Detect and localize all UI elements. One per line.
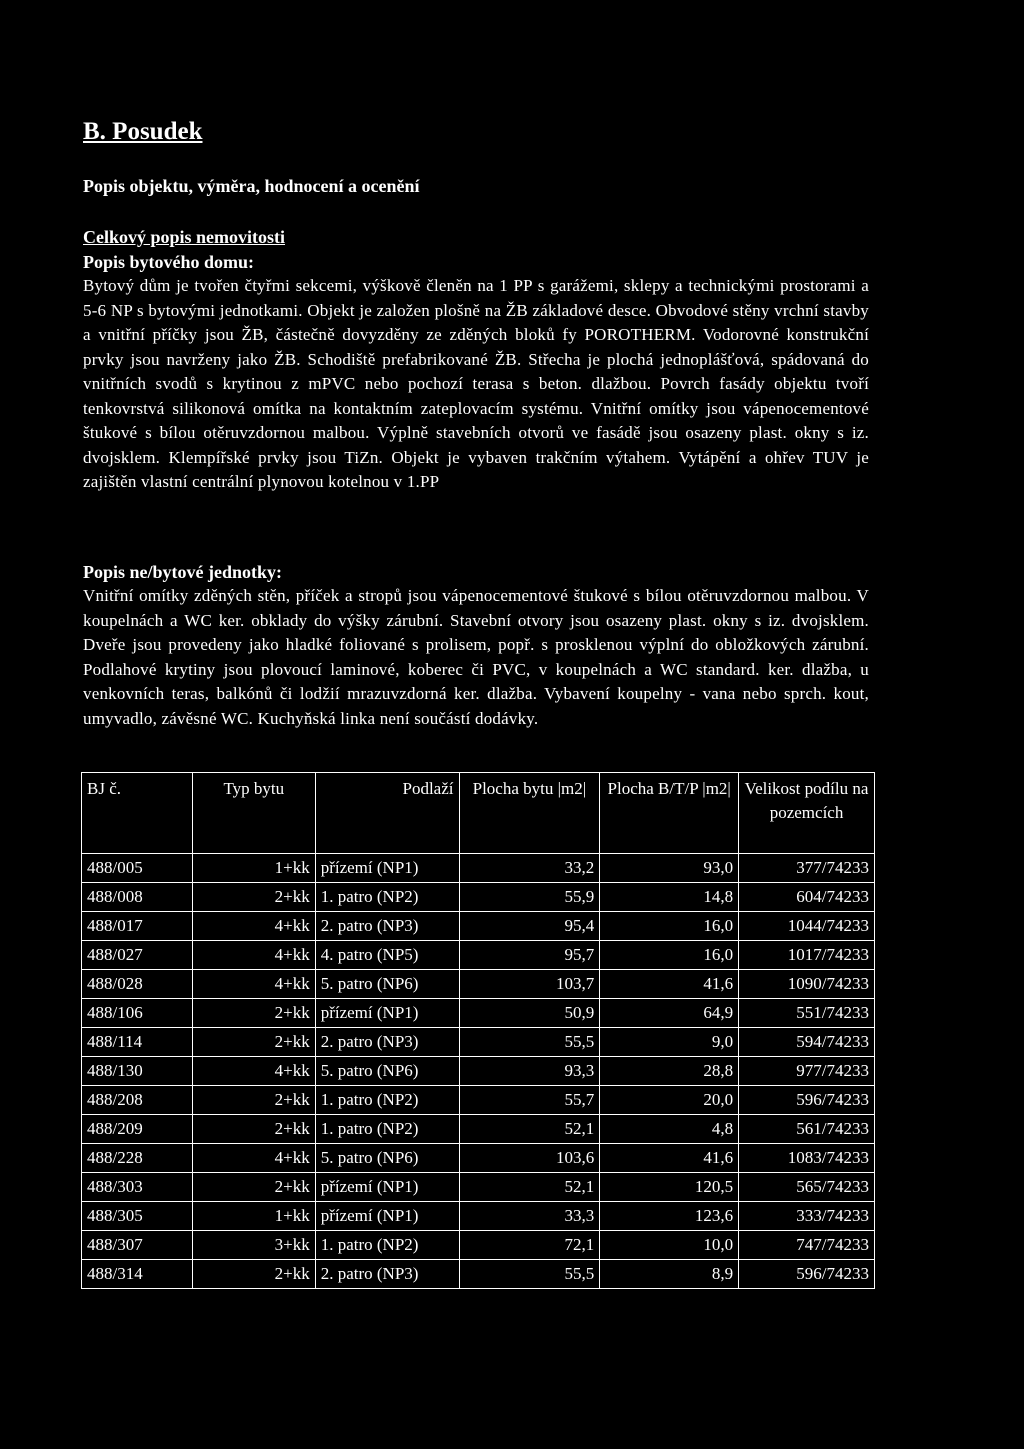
cell-podlazi: 2. patro (NP3)	[315, 1260, 459, 1289]
cell-plocha-bytu: 33,3	[459, 1202, 600, 1231]
cell-typ-bytu: 4+kk	[192, 1057, 315, 1086]
cell-plocha-bytu: 55,9	[459, 883, 600, 912]
table-row	[82, 1086, 875, 1115]
cell-bj: 488/228	[82, 1144, 193, 1173]
cell-bj: 488/017	[82, 912, 193, 941]
table-row	[82, 1202, 875, 1231]
header-plocha-btp: Plocha B/T/P |m2|	[600, 773, 739, 854]
cell-bj: 488/303	[82, 1173, 193, 1202]
cell-bj: 488/005	[82, 854, 193, 883]
table-row	[82, 1173, 875, 1202]
cell-podil: 1044/74233	[739, 912, 875, 941]
cell-plocha-btp: 4,8	[600, 1115, 739, 1144]
cell-bj: 488/208	[82, 1086, 193, 1115]
header-velikost-podilu: Velikost podílu na pozemcích	[739, 773, 875, 854]
cell-plocha-btp: 41,6	[600, 970, 739, 999]
cell-bj: 488/305	[82, 1202, 193, 1231]
cell-plocha-bytu: 72,1	[459, 1231, 600, 1260]
table-row	[82, 883, 875, 912]
cell-podil: 551/74233	[739, 999, 875, 1028]
header-typ-bytu: Typ bytu	[192, 773, 315, 854]
cell-podil: 377/74233	[739, 854, 875, 883]
cell-plocha-bytu: 55,7	[459, 1086, 600, 1115]
table-row	[82, 970, 875, 999]
cell-typ-bytu: 1+kk	[192, 1202, 315, 1231]
subtitle: Popis objektu, výměra, hodnocení a ocenění	[83, 176, 420, 196]
cell-typ-bytu: 4+kk	[192, 941, 315, 970]
cell-plocha-btp: 41,6	[600, 1144, 739, 1173]
cell-plocha-btp: 8,9	[600, 1260, 739, 1289]
cell-podlazi: přízemí (NP1)	[315, 999, 459, 1028]
cell-typ-bytu: 2+kk	[192, 1260, 315, 1289]
cell-plocha-btp: 64,9	[600, 999, 739, 1028]
cell-bj: 488/314	[82, 1260, 193, 1289]
cell-typ-bytu: 4+kk	[192, 970, 315, 999]
cell-typ-bytu: 4+kk	[192, 912, 315, 941]
cell-plocha-bytu: 103,7	[459, 970, 600, 999]
cell-bj: 488/027	[82, 941, 193, 970]
cell-podil: 333/74233	[739, 1202, 875, 1231]
cell-bj: 488/307	[82, 1231, 193, 1260]
cell-podil: 594/74233	[739, 1028, 875, 1057]
table-row	[82, 941, 875, 970]
unit-label: Popis ne/bytové jednotky:	[83, 562, 283, 582]
cell-typ-bytu: 2+kk	[192, 1115, 315, 1144]
units-table	[81, 772, 875, 1289]
table-row	[82, 999, 875, 1028]
cell-plocha-bytu: 55,5	[459, 1260, 600, 1289]
table-row	[82, 1260, 875, 1289]
cell-typ-bytu: 4+kk	[192, 1144, 315, 1173]
cell-podil: 565/74233	[739, 1173, 875, 1202]
cell-plocha-bytu: 52,1	[459, 1115, 600, 1144]
table-row	[82, 1231, 875, 1260]
cell-podlazi: 2. patro (NP3)	[315, 912, 459, 941]
cell-plocha-bytu: 55,5	[459, 1028, 600, 1057]
cell-plocha-btp: 28,8	[600, 1057, 739, 1086]
cell-podlazi: 1. patro (NP2)	[315, 1115, 459, 1144]
cell-plocha-btp: 120,5	[600, 1173, 739, 1202]
cell-plocha-btp: 123,6	[600, 1202, 739, 1231]
cell-podil: 977/74233	[739, 1057, 875, 1086]
cell-podlazi: přízemí (NP1)	[315, 854, 459, 883]
cell-typ-bytu: 3+kk	[192, 1231, 315, 1260]
unit-description: Vnitřní omítky zděných stěn, příček a stropů jsou vápenocementové štukové s bílou otěruvzdornou malbou. V koupelnách a WC ker. obklady do výšky zárubní. Stavební otvory jsou osazeny plast. okny s iz. dvojsklem. Dveře jsou provedeny jako hladké foliované s prolisem, popř. s prosklenou výplní do obložkových zárubní. Podlahové krytiny jsou plovoucí laminové, koberec či PVC, v koupelnách a WC standard. ker. dlažba, u venkovních teras, balkónů či lodžií mrazuvzdorná ker. dlažba. Vybavení koupelny - vana nebo sprch. kout, umyvadlo, závěsné WC. Kuchyňská linka není součástí dodávky.	[83, 586, 869, 728]
cell-plocha-btp: 16,0	[600, 912, 739, 941]
cell-podlazi: 5. patro (NP6)	[315, 1057, 459, 1086]
cell-typ-bytu: 2+kk	[192, 1028, 315, 1057]
table-row	[82, 854, 875, 883]
table-row	[82, 1028, 875, 1057]
cell-podil: 596/74233	[739, 1260, 875, 1289]
house-description: Bytový dům je tvořen čtyřmi sekcemi, výškově členěn na 1 PP s garážemi, sklepy a technickými prostorami a 5-6 NP s bytovými jednotkami. Objekt je založen plošně na ŽB základové desce. Obvodové stěny vrchní stavby a vnitřní příčky jsou ŽB, částečně dovyzděny ze zděných bloků fy POROTHERM. Vodorovné konstrukční prvky jsou navrženy jako ŽB. Schodiště prefabrikované ŽB. Střecha je plochá jednoplášťová, spádovaná do vnitřních svodů s krytinou z mPVC nebo pochozí terasa s beton. dlažbou. Povrch fasády objektu tvoří tenkovrstvá silikonová omítka na kontaktním zateplovacím systému. Vnitřní omítky jsou vápenocementové štukové s bílou otěruvzdornou malbou. Výplně stavebních otvorů ve fasádě jsou osazeny plast. okny s iz. dvojsklem. Klempířské prvky jsou TiZn. Objekt je vybaven trakčním výtahem. Vytápění a ohřev TUV je zajištěn vlastní centrální plynovou kotelnou v 1.PP	[83, 276, 869, 491]
cell-plocha-bytu: 95,7	[459, 941, 600, 970]
header-podlazi: Podlaží	[315, 773, 459, 854]
cell-typ-bytu: 2+kk	[192, 999, 315, 1028]
cell-plocha-btp: 14,8	[600, 883, 739, 912]
cell-podil: 604/74233	[739, 883, 875, 912]
cell-plocha-bytu: 50,9	[459, 999, 600, 1028]
table-body	[82, 854, 875, 1289]
cell-plocha-bytu: 93,3	[459, 1057, 600, 1086]
cell-bj: 488/106	[82, 999, 193, 1028]
cell-typ-bytu: 2+kk	[192, 1173, 315, 1202]
cell-plocha-btp: 9,0	[600, 1028, 739, 1057]
cell-podil: 747/74233	[739, 1231, 875, 1260]
table-row	[82, 912, 875, 941]
cell-podlazi: 1. patro (NP2)	[315, 1231, 459, 1260]
cell-bj: 488/114	[82, 1028, 193, 1057]
cell-podil: 1090/74233	[739, 970, 875, 999]
cell-podlazi: 1. patro (NP2)	[315, 883, 459, 912]
cell-plocha-btp: 10,0	[600, 1231, 739, 1260]
cell-plocha-btp: 20,0	[600, 1086, 739, 1115]
cell-podil: 596/74233	[739, 1086, 875, 1115]
cell-podlazi: 2. patro (NP3)	[315, 1028, 459, 1057]
overview-title: Celkový popis nemovitosti	[83, 227, 286, 247]
cell-podil: 1083/74233	[739, 1144, 875, 1173]
cell-podlazi: 1. patro (NP2)	[315, 1086, 459, 1115]
cell-podlazi: 5. patro (NP6)	[315, 1144, 459, 1173]
cell-typ-bytu: 2+kk	[192, 1086, 315, 1115]
house-label: Popis bytového domu:	[83, 252, 255, 272]
cell-typ-bytu: 2+kk	[192, 883, 315, 912]
cell-podlazi: 4. patro (NP5)	[315, 941, 459, 970]
cell-plocha-btp: 16,0	[600, 941, 739, 970]
cell-plocha-bytu: 95,4	[459, 912, 600, 941]
cell-podil: 1017/74233	[739, 941, 875, 970]
cell-podlazi: přízemí (NP1)	[315, 1173, 459, 1202]
table-row	[82, 1115, 875, 1144]
table-header-row	[82, 773, 875, 854]
cell-podlazi: přízemí (NP1)	[315, 1202, 459, 1231]
cell-plocha-btp: 93,0	[600, 854, 739, 883]
cell-plocha-bytu: 33,2	[459, 854, 600, 883]
header-plocha-bytu: Plocha bytu |m2|	[459, 773, 600, 854]
cell-bj: 488/130	[82, 1057, 193, 1086]
cell-podlazi: 5. patro (NP6)	[315, 970, 459, 999]
cell-plocha-bytu: 52,1	[459, 1173, 600, 1202]
section-title: B. Posudek	[83, 118, 203, 145]
cell-bj: 488/008	[82, 883, 193, 912]
cell-bj: 488/209	[82, 1115, 193, 1144]
table-row	[82, 1144, 875, 1173]
table-row	[82, 1057, 875, 1086]
cell-typ-bytu: 1+kk	[192, 854, 315, 883]
cell-bj: 488/028	[82, 970, 193, 999]
cell-podil: 561/74233	[739, 1115, 875, 1144]
header-bj: BJ č.	[82, 773, 193, 854]
cell-plocha-bytu: 103,6	[459, 1144, 600, 1173]
